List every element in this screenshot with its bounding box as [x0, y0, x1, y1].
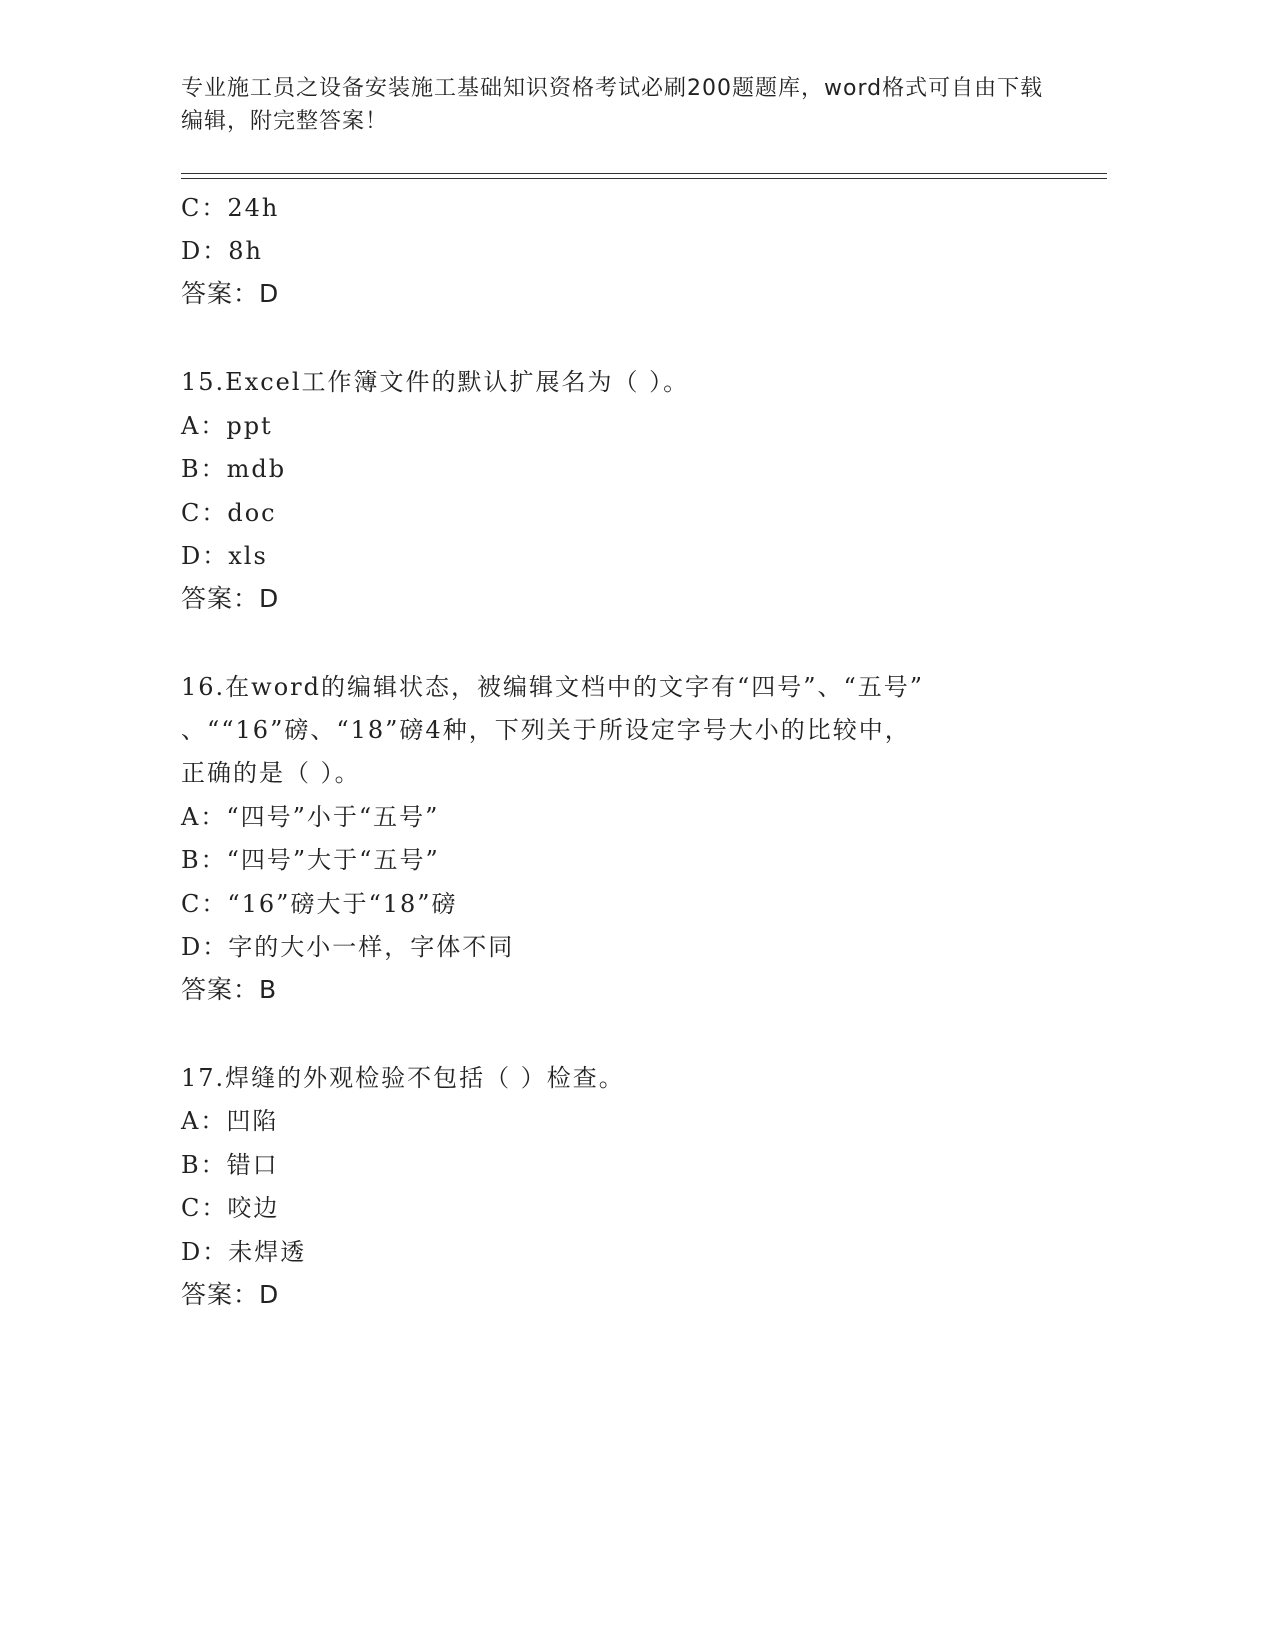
question-17-stem: 17.焊缝的外观检验不包括（ ）检查。	[181, 1064, 625, 1092]
header-divider-bottom	[181, 178, 1107, 179]
question-15-answer: 答案：D	[181, 584, 280, 613]
question-17-option-c: C：咬边	[181, 1194, 280, 1222]
option-d: D：8h	[181, 237, 263, 265]
question-15-option-a: A：ppt	[181, 412, 273, 440]
header-divider-top	[181, 173, 1107, 174]
question-16-option-d: D：字的大小一样，字体不同	[181, 933, 515, 961]
question-15-option-c: C：doc	[181, 499, 277, 527]
answer-line: 答案：D	[181, 279, 280, 308]
question-17-option-d: D：未焊透	[181, 1238, 307, 1266]
question-16-answer: 答案：B	[181, 975, 278, 1004]
question-17-answer: 答案：D	[181, 1280, 280, 1309]
question-16-option-a: A：“四号”小于“五号”	[181, 803, 440, 831]
question-15-option-d: D：xls	[181, 542, 268, 570]
question-16-option-c: C：“16”磅大于“18”磅	[181, 890, 458, 918]
question-16-stem-line-3: 正确的是（ ）。	[181, 759, 361, 787]
document-header-title: 专业施工员之设备安装施工基础知识资格考试必刷200题题库，word格式可自由下载编辑，附完整答案！	[181, 76, 1044, 134]
question-16-option-b: B：“四号”大于“五号”	[181, 846, 440, 874]
question-17-option-a: A：凹陷	[181, 1107, 279, 1135]
question-16-stem-line-1: 16.在word的编辑状态，被编辑文档中的文字有“四号”、“五号”	[181, 673, 925, 701]
option-c: C：24h	[181, 194, 280, 222]
question-16-stem-line-2: 、““16”磅、“18”磅4种，下列关于所设定字号大小的比较中，	[181, 716, 911, 744]
question-15-option-b: B：mdb	[181, 455, 287, 483]
question-15-stem: 15.Excel工作簿文件的默认扩展名为（ ）。	[181, 368, 690, 396]
question-17-option-b: B：错口	[181, 1151, 279, 1179]
